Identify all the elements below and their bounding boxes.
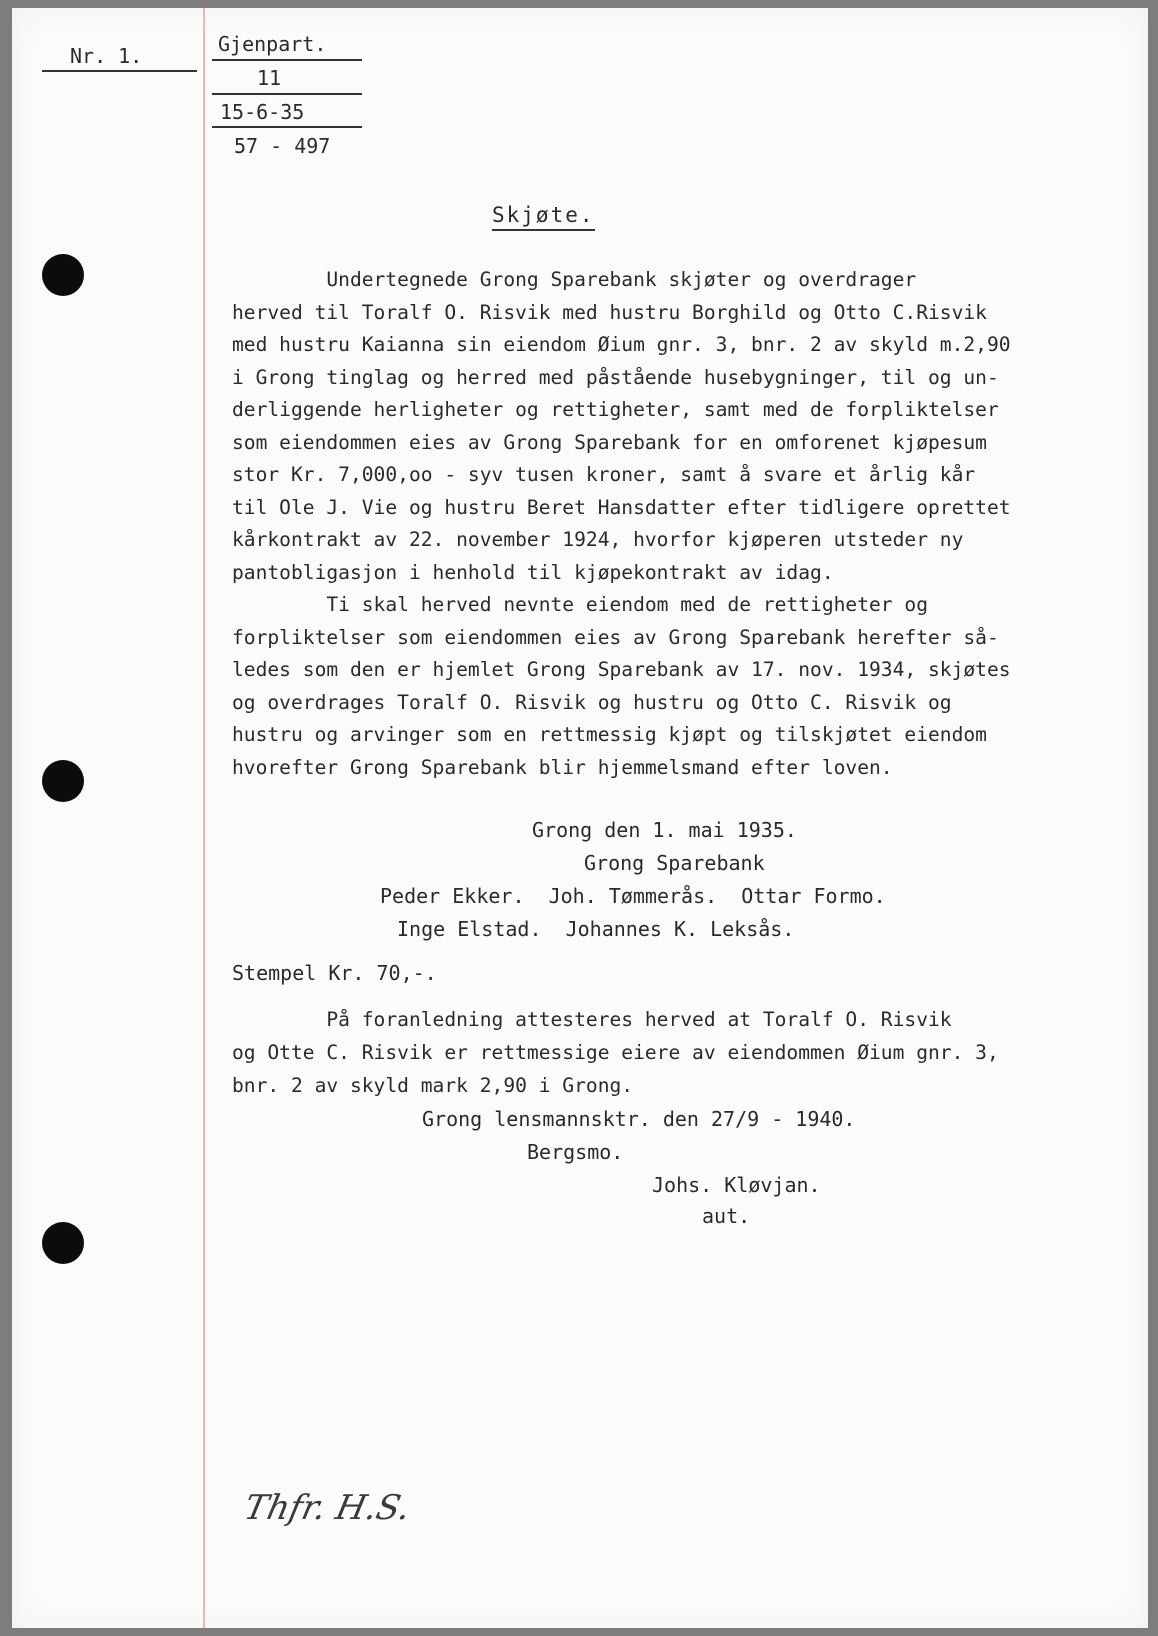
deed-line: pantobligasjon i henhold til kjøpekontrakt av idag. <box>232 560 834 584</box>
copy-label: Gjenpart. <box>218 32 327 56</box>
punch-hole-icon <box>42 254 84 296</box>
signers-line: Inge Elstad. Johannes K. Leksås. <box>397 917 795 941</box>
attestation-signature: Johs. Kløvjan. <box>652 1173 821 1197</box>
deed-line: med hustru Kaianna sin eiendom Øium gnr. 3, bnr. 2 av skyld m.2,90 <box>232 333 1011 356</box>
deed-line: som eiendommen eies av Grong Sparebank for en omforenet kjøpesum <box>232 430 987 454</box>
attestation-title: aut. <box>702 1204 751 1228</box>
deed-line: hvorefter Grong Sparebank blir hjemmelsmand efter loven. <box>232 755 893 779</box>
header-rule <box>212 126 362 128</box>
handwritten-note: Thfr. H.S. <box>240 1488 414 1528</box>
attestation-line: bnr. 2 av skyld mark 2,90 i Grong. <box>232 1074 634 1097</box>
attestation-line: På foranledning attesteres herved at Toralf O. Risvik <box>232 1008 952 1031</box>
deed-line: til Ole J. Vie og hustru Beret Hansdatter efter tidligere oprettet <box>232 495 1011 519</box>
document-page <box>12 8 1148 1628</box>
deed-body <box>232 264 1112 784</box>
signing-place-date: Grong den 1. mai 1935. <box>532 818 797 842</box>
register-number: 11 <box>257 66 282 90</box>
punch-hole-icon <box>42 1222 84 1264</box>
deed-line: hustru og arvinger som en rettmessig kjøpt og tilskjøtet eiendom <box>232 723 987 746</box>
deed-line: og overdrages Toralf O. Risvik og hustru og Otto C. Risvik og <box>232 690 952 714</box>
registration-date: 15-6-35 <box>220 100 305 124</box>
deed-line: kårkontrakt av 22. november 1924, hvorfor kjøperen utsteder ny <box>232 528 964 551</box>
document-title: Skjøte. <box>492 203 595 231</box>
header-rule <box>212 59 362 61</box>
deed-line: herved til Toralf O. Risvik med hustru Borghild og Otto C.Risvik <box>232 300 987 324</box>
header-rule <box>212 93 362 95</box>
punch-hole-icon <box>42 760 84 802</box>
deed-line: i Grong tinglag og herred med påstående husebygninger, til og un- <box>232 365 999 389</box>
header-rule <box>42 70 197 72</box>
stamp-fee: Stempel Kr. 70,-. <box>232 961 437 985</box>
document-number: Nr. 1. <box>70 44 143 68</box>
deed-line: Undertegnede Grong Sparebank skjøter og overdrager <box>232 268 917 291</box>
deed-line: forpliktelser som eiendommen eies av Grong Sparebank herefter så- <box>232 625 999 649</box>
margin-rule <box>203 8 205 1628</box>
signing-bank: Grong Sparebank <box>584 851 765 875</box>
reference-number: 57 - 497 <box>234 134 331 158</box>
attestation-name: Bergsmo. <box>527 1140 624 1164</box>
attestation-place: Grong lensmannsktr. den 27/9 - 1940. <box>422 1107 856 1131</box>
deed-line: ledes som den er hjemlet Grong Sparebank av 17. nov. 1934, skjøtes <box>232 658 1011 681</box>
deed-line: Ti skal herved nevnte eiendom med de rettigheter og <box>232 593 928 616</box>
deed-line: derliggende herligheter og rettigheter, samt med de forpliktelser <box>232 398 999 421</box>
signers-line: Peder Ekker. Joh. Tømmerås. Ottar Formo. <box>380 884 886 908</box>
deed-line: stor Kr. 7,000,oo - syv tusen kroner, samt å svare et årlig kår <box>232 463 976 486</box>
attestation-line: og Otte C. Risvik er rettmessige eiere av eiendommen Øium gnr. 3, <box>232 1041 999 1064</box>
